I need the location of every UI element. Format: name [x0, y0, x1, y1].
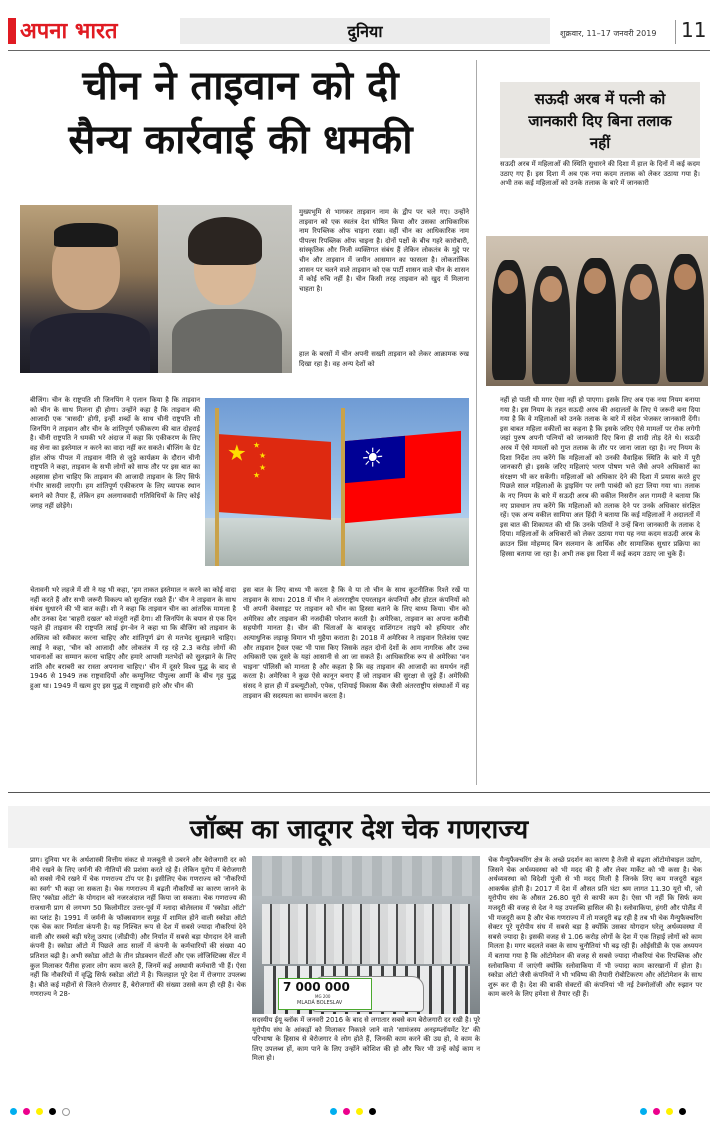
production-banner [278, 978, 372, 1010]
print-marks-right [640, 1108, 686, 1115]
magenta-dot [653, 1108, 660, 1115]
black-dot [679, 1108, 686, 1115]
cyan-dot [10, 1108, 17, 1115]
yellow-dot [356, 1108, 363, 1115]
story1-body-right-top: मुख्यभूमि से भागकर ताइवान नाम के द्वीप पर चले गए। उन्होंने ताइवान को एक स्वतंत्र देश घोषित किया और उसका आधिकारिक नाम रिपब्लिक ऑफ चाइना रखा। वहीं चीन का आधिकारिक नाम पीपल्स रिपब्लिक ऑफ चाइना है। दोनों पक्षों के बीच गहरे कारोबारी, सांस्कृतिक और निजी व्यक्तिगत संबंध हैं लेकिन लोकतंत्र के मुद्दे पर चीन और ताइवान में जमीन आसमान का फासला है। लोकतांत्रिक शासन पर चलने वाले ताइवान को एक पार्टी शासन वाले चीन के शासन में कोई रुचि नहीं है। चीन किसी तरह ताइवान को खुद में मिलाना चाहता है। [299, 208, 469, 293]
black-dot [49, 1108, 56, 1115]
white-dot [62, 1108, 70, 1116]
section-rule [8, 792, 710, 793]
page-divider [675, 20, 676, 44]
production-banner-mg: MG 200 [315, 994, 331, 999]
story1-headline-line1: चीन ने ताइवान को दी [82, 63, 399, 109]
brand-logo-mark [8, 18, 16, 44]
story1-body-bottom-left: चेतावनी भरे लहजे में शी ने यह भी कहा, 'हम ताकत इस्तेमाल न करने का कोई वादा नहीं करते हैं और सभी जरूरी विकल्प को सुरक्षित रखते हैं।' चीन ने ताइवान के साथ संबंध सुधारने की भी बात कही। शी ने कहा कि ताइवान चीन का आंतरिक मामला है और उनका देश 'बाहरी दखल' को मंजूरी नहीं देगा। शी जिनपिंग के बयान से एक दिन पहले ही ताइवान की राष्ट्रपति त्साई इंग-वेन ने कहा था कि बीजिंग को ताइवान के अस्तित्व को स्वीकार करना चाहिए और शांतिपूर्ण ढंग से मतभेद सुलझाने चाहिए। त्साई ने कहा, 'चीन को आजादी और लोकतंत्र में रह रहे 2.3 करोड़ लोगों की भावनाओं का सम्मान करना चाहिए और हमारे आपसी मतभेदों को सुलझाने के लिए शांति और बराबरी का रास्ता अपनाना चाहिए।' चीन में दूसरे विश्व युद्ध के बाद से 1946 से 1949 तक राष्ट्रवादियों और कम्युनिस्ट पीपुल्स आर्मी के बीच गृह युद्ध हुआ था। 1949 में खत्म हुए इस युद्ध में राष्ट्रवादी हारे और चीन की [30, 586, 236, 690]
taiwan-flag: ☀ [345, 431, 461, 523]
story2-intro: सऊदी अरब में महिलाओं की स्थिति सुधारने की दिशा में हाल के दिनों में कई कदम उठाए गए हैं। इस दिशा में अब एक नया कदम तलाक को लेकर उठाया गया है। अभी तक कई महिलाओं को उनके तलाक के बारे में जानकारी [500, 160, 700, 188]
story2-body: नहीं हो पाती थी मगर ऐसा नहीं हो पाएगा। इसके लिए अब एक नया नियम बनाया गया है। इस नियम के तहत सऊदी अरब की अदालतों के लिए ये जरूरी बना दिया गया है कि वे महिलाओं को उनके तलाक के बारे में संदेश भेजकर जानकारी देंगी। इस बाबत महिला वकीलों का कहना है कि इसके जरिए ऐसे मामलों पर रोक लगेगी जहां पुरुष अपनी पत्नियों को जानकारी दिए बिना ही शादी तोड़ देते थे। सऊदी अरब में ऐसे मामलों को गुप्त तलाक के तौर पर जाना जाता रहा है। नए नियम के दिशा निर्देश तय करेंगे कि महिलाओं को उनकी वैवाहिक स्थिति के बारे में पूरी जानकारी हो। इसके जरिए महिलाएं भरण पोषण भत्ते जैसे अपने अधिकारों का संरक्षण भी कर सकेंगी। महिलाओं को अधिकार देने की दिशा में प्रयास करते हुए पिछले साल महिलाओं के ड्राइविंग पर लगी पाबंदी को हटा लिया गया था। तलाक के नए नियम के बारे में सऊदी अरब की वकील निसरीन अल गामदी ने बताया कि नए प्रावधान तय करेंगे कि महिलाओं को तलाक देने पर उनके अधिकार संरक्षित रहें। एक अन्य वकील सामिया अल हिंदी ने बताया कि कई महिलाओं ने अदालतों में इस बात की शिकायत की थी कि उनके पतियों ने उन्हें बिना जानकारी के तलाक दे दिया। महिलाओं के अधिकारों को लेकर उठाया गया यह नया कदम सऊदी अरब के क्राउन प्रिंस मोहम्मद बिन सलमान के आर्थिक और सामाजिक सुधार प्रक्रिया का हिस्सा बताया जा रहा है। अभी तक इस दिशा में कई कदम उठाए जा चुके हैं। [500, 396, 700, 558]
production-banner-sub: MLADÁ BOLESLAV [297, 1000, 343, 1006]
story3-headline-box [8, 806, 710, 848]
print-marks-center [330, 1108, 376, 1115]
china-flag: ★ ★ ★ ★ ★ [219, 434, 331, 520]
section-tab [180, 18, 550, 44]
story1-body-bottom-right: इस बात के लिए बाध्य भी करता है कि वे या तो चीन के साथ कूटनीतिक रिश्ते रखें या ताइवान के साथ। 2018 में चीन ने अंतरराष्ट्रीय एयरलाइन कंपनियों और होटल कंपनियों को भी अपनी वेबसाइट पर ताइवान को चीन का हिस्सा बताने के लिए बाध्य किया। चीन को अमेरिका और ताइवान की नजदीकी परेशान करती है। अमेरिका, ताइवान का अपना करीबी सहयोगी मानता है। चीन की चिंताओं के बावजूद वाशिंगटन ताइपे को हथियार और अत्याधुनिक लड़ाकू विमान भी मुहैया कराता है। 2018 में अमेरिका ने ताइवान रिलेशंस एक्ट और ताइवान ट्रैवल एक्ट भी पास किए जिसके तहत दोनों देशों के आम नागरिक और उच्च अधिकारी एक दूसरे के यहां आसानी से आ जा सकते हैं। आधिकारिक रूप से अमेरिका 'वन चाइना' पॉलिसी को मानता है और कहता है कि वह ताइवान की आजादी का समर्थन नहीं करता है। अमेरिका ने कुछ ऐसे कानून बनाए हैं जो ताइवान की सुरक्षा से जुड़े हैं। अमेरिकी संसद ने हाल ही में डब्ल्यूटीओ, एपेक, एशियाई विकास बैंक जैसी अंतरराष्ट्रीय संस्थाओं में वह ताइवान की सदस्यता का समर्थन करता है। [243, 586, 469, 700]
magenta-dot [23, 1108, 30, 1115]
brand-name: अपना भारत [20, 19, 118, 44]
yellow-dot [36, 1108, 43, 1115]
header-rule [8, 50, 710, 51]
story1-body-right-top-2: हाल के बरसों में चीन अपनी सख्ती ताइवान को लेकर आक्रामक रुख दिखा रहा है। वह अन्य देशों को [299, 350, 469, 368]
story3-col1: प्राग। दुनिया भर के अर्थशास्त्री वित्तीय संकट से मजबूती से उबरने और बेरोजगारी दर को नीचे रखने के लिए जर्मनी की नीतियों की प्रशंसा करते रहे हैं। लेकिन यूरोप में बेरोजगारी को सबसे नीचे रखने में चेक गणराज्य टॉप पर है। इसीलिए चेक गणराज्य को 'नौकरियों का स्वर्ग' भी कहा जा सकता है। चेक गणराज्य में बढ़ती नौकरियों का कारण जानने के लिए 'स्कोडा ऑटो' के योगदान को नजरअंदाज नहीं किया जा सकता। चेक गणराज्य की राजधानी प्राग से लगभग 50 किलोमीटर उत्तर-पूर्व में म्लादा बोलेस्लाव में 'स्कोडा ऑटो' का प्लांट है। 1991 में जर्मनी के फॉक्सवागन समूह में शामिल होने वाली स्कोडा ऑटो एक चेक कार निर्माता कंपनी है। यह निश्चित रूप से देश में सबसे ज्यादा नौकरियां देने वाली और सबसे बड़ी घरेलू उत्पाद (जीडीपी) और निर्यात में सबसे बड़ा योगदान देने वाली कंपनी है। स्कोडा ऑटो में पिछले आठ सालों में कंपनी के कर्मचारियों की संख्या 40 प्रतिशत बढ़ी है। अभी स्कोडा ऑटो के तीन प्रोडक्शन सेंटरों और एक लॉजिस्टिक्स सेंटर में कुल मिलाकर पैंतीस हजार लोग काम करते हैं, जिनमें कई अस्थायी कर्मचारी भी हैं। ऐसा नहीं कि नौकरियों में वृद्धि सिर्फ स्कोडा ऑटो में है। फिलहाल पूरे देश में रोजगार उपलब्ध है। बीते कई महीनों से जितने रोजगार हैं, बेरोजगारों की संख्या उससे कम ही रही है। चेक गणराज्य ने 28- [30, 856, 246, 999]
story3-headline: जॉब्स का जादूगर देश चेक गणराज्य [189, 815, 529, 845]
xi-jinping-photo [20, 205, 158, 373]
saudi-women-photo [486, 236, 708, 386]
tsai-ing-wen-photo [158, 205, 292, 373]
column-separator [476, 60, 477, 785]
story3-col3: चेक मैन्युफैक्चरिंग क्षेत्र के अच्छे प्रदर्शन का कारण है तेजी से बढ़ता ऑटोमोबाइल उद्योग, जिसने चेक अर्थव्यवस्था को भी मदद की है और लेबर मार्केट को भी कसा है। चेक अर्थव्यवस्था को विदेशी पूंजी से भी मदद मिली है जिनके लिए कम मजदूरी बहुत आकर्षक होती है। 2017 में देश में औसत प्रति घंटा श्रम लागत 11.30 यूरो थी, जो यूरोपीय संघ के औसत 26.80 यूरो से काफी कम है। ऐसा भी नहीं कि सिर्फ कम मजदूरी की वजह से देश ने यह उपलब्धि हासिल की है। स्लोवाकिया, हंगरी और पोलैंड में भी मजदूरी कम है और चेक गणराज्य में तो मजदूरी बढ़ रही है तब भी चेक मैन्युफैक्चरिंग सेक्टर पूरे यूरोपीय संघ में सबसे बड़ा है क्योंकि उसका योगदान घरेलू अर्थव्यवस्था में सबसे ज्यादा है। इसकी वजह से 1.06 करोड़ लोगों के देश में एक तिहाई लोगों को काम मिलता है। मगर बदलते वक्त के साथ चुनौतियां भी बढ़ रही हैं। ओईसीडी के एक अध्ययन में बताया गया है कि ऑटोमेशन की वजह से सबसे ज्यादा नौकरियां चेक रिपब्लिक और स्लोवाकिया में जाएंगी क्योंकि स्लोवाकिया में भी ज्यादा काम कारखानों में होता है। स्कोडा ऑटो जैसी कंपनियों ने भी भविष्य की तैयारी रोबोटिकरण और ऑटोमेशन के साथ शुरू कर दी है। देश की बाकी सेक्टरों की कंपनियां भी नई टेक्नोलॉजी और रुझान पर काम करने के लिए हमेशा से तैयार रही हैं। [488, 856, 702, 999]
production-banner-number: 7 000 000 [283, 980, 350, 994]
page-number: 11 [681, 18, 707, 42]
story2-headline-box [500, 82, 700, 158]
flags-photo [205, 398, 469, 566]
section-title: दुनिया [347, 22, 383, 41]
story2-headline: सऊदी अरब में पत्नी को जानकारी दिए बिना तलाक नहीं [528, 90, 672, 152]
leaders-photo [20, 205, 292, 373]
cyan-dot [330, 1108, 337, 1115]
story3-col2: सदस्यीय ईयू ब्लॉक में जनवरी 2016 के बाद से लगातार सबसे कम बेरोजगारी दर रखी है। पूरे यूरोपीय संघ के आंकड़ों को मिलाकर निकाले जाने वाले 'सामंजस्य अनइम्प्लॉयमेंट रेट' की परिभाषा के हिसाब से बेरोजगार वे लोग होते हैं, जिनकी काम करने की उम्र हो, वे काम के लिए उपलब्ध हों, काम पाने के लिए उन्होंने कोशिश की हो और फिर भी उन्हें कोई काम न मिला हो। [252, 1016, 480, 1063]
skoda-factory-photo [252, 856, 480, 1014]
masthead [8, 14, 708, 48]
magenta-dot [343, 1108, 350, 1115]
story1-headline-line2: सैन्य कार्रवाई की धमकी [68, 117, 413, 163]
cyan-dot [640, 1108, 647, 1115]
black-dot [369, 1108, 376, 1115]
story1-headline [8, 60, 473, 168]
story1-body-left: बीजिंग। चीन के राष्ट्रपति शी जिनपिंग ने एलान किया है कि ताइवान को चीन के साथ मिलना ही होगा। उन्होंने कहा है कि ताइवान की आजादी एक 'त्रासदी' होगी, इन्हीं शब्दों के साथ चीनी राष्ट्रपति शी जिनपिंग ने ताइवान और चीन के शांतिपूर्ण एकीकरण की बात दोहराई है। चीनी राष्ट्रपति ने धमकी भरे अंदाज में कहा कि एकीकरण के लिए वह सेना का इस्तेमाल न करने का वादा नहीं कर सकते। बीजिंग के ग्रेट हॉल ऑफ पीपल में ताइवान नीति से जुड़े कार्यक्रम के दौरान चीनी राष्ट्रपति ने कहा, ताइवान के सभी लोगों को साफ तौर पर इस बात का अहसास होना चाहिए कि ताइवान की आजादी ताइवान के लिए सिर्फ गंभीर त्रासदी लाएगी। हम शांतिपूर्ण एकीकरण के लिए व्यापक स्थान बनाने को तैयार हैं, लेकिन हम अलगाववादी गतिविधियों के लिए कोई जगह नहीं छोड़ेंगे। [30, 396, 200, 510]
print-marks-left [10, 1108, 70, 1116]
yellow-dot [666, 1108, 673, 1115]
issue-date: शुक्रवार, 11–17 जनवरी 2019 [560, 29, 657, 38]
